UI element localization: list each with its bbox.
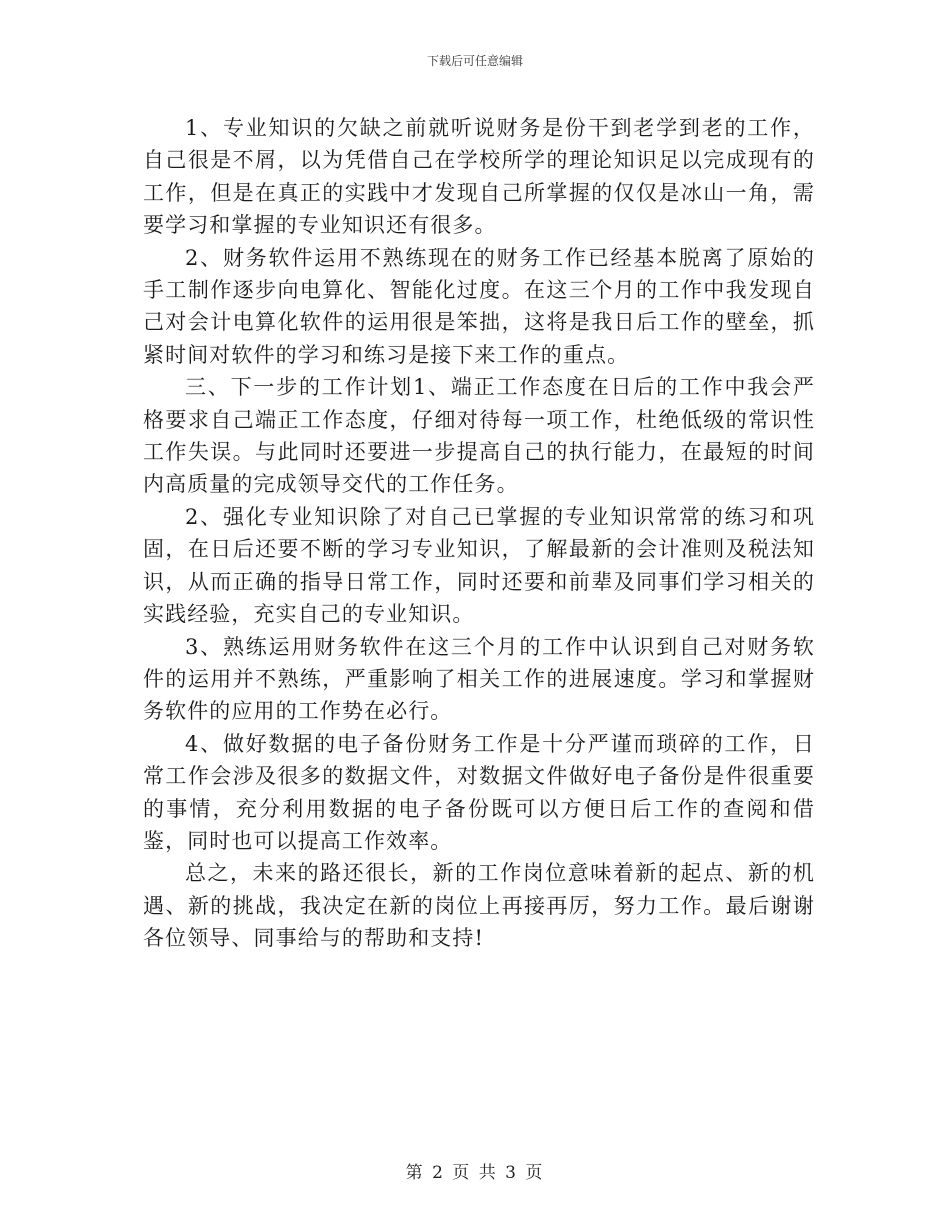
paragraph-professional-knowledge: 1、专业知识的欠缺之前就听说财务是份干到老学到老的工作，自己很是不屑，以为凭借自己在学校所学的理论知识足以完成现有的工作，但是在真正的实践中才发现自己所掌握的仅仅是冰山一角，需要学习和掌握的专业知识还有很多。 (143, 116, 815, 238)
paragraph-conclusion: 总之，未来的路还很长，新的工作岗位意味着新的起点、新的机遇、新的挑战，我决定在新的岗位上再接再厉，努力工作。最后谢谢各位领导、同事给与的帮助和支持! (143, 861, 815, 951)
paragraph-software-skills: 3、熟练运用财务软件在这三个月的工作中认识到自己对财务软件的运用并不熟练，严重影响了相关工作的进展速度。学习和掌握财务软件的应用的工作势在必行。 (143, 634, 815, 724)
page-footer: 第 2 页 共 3 页 (405, 1163, 545, 1183)
paragraph-strengthen-knowledge: 2、强化专业知识除了对自己已掌握的专业知识常常的练习和巩固，在日后还要不断的学习专业知识，了解最新的会计准则及税法知识，从而正确的指导日常工作，同时还要和前辈及同事们学习相关的实践经验，充实自己的专业知识。 (143, 504, 815, 627)
page-header: 下载后可任意编辑 (426, 54, 523, 68)
paragraph-data-backup: 4、做好数据的电子备份财务工作是十分严谨而琐碎的工作，日常工作会涉及很多的数据文件，对数据文件做好电子备份是件很重要的事情，充分利用数据的电子备份既可以方便日后工作的查阅和借鉴，同时也可以提高工作效率。 (143, 731, 815, 853)
paragraph-finance-software: 2、财务软件运用不熟练现在的财务工作已经基本脱离了原始的手工制作逐步向电算化、智能化过度。在这三个月的工作中我发现自己对会计电算化软件的运用很是笨拙，这将是我日后工作的壁垒，抓紧时间对软件的学习和练习是接下来工作的重点。 (143, 245, 815, 367)
document-body (143, 112, 815, 955)
paragraph-next-step-plan: 三、下一步的工作计划1、端正工作态度在日后的工作中我会严格要求自己端正工作态度，仔细对待每一项工作，杜绝低级的常识性工作失误。与此同时还要进一步提高自己的执行能力，在最短的时间内高质量的完成领导交代的工作任务。 (143, 375, 815, 497)
